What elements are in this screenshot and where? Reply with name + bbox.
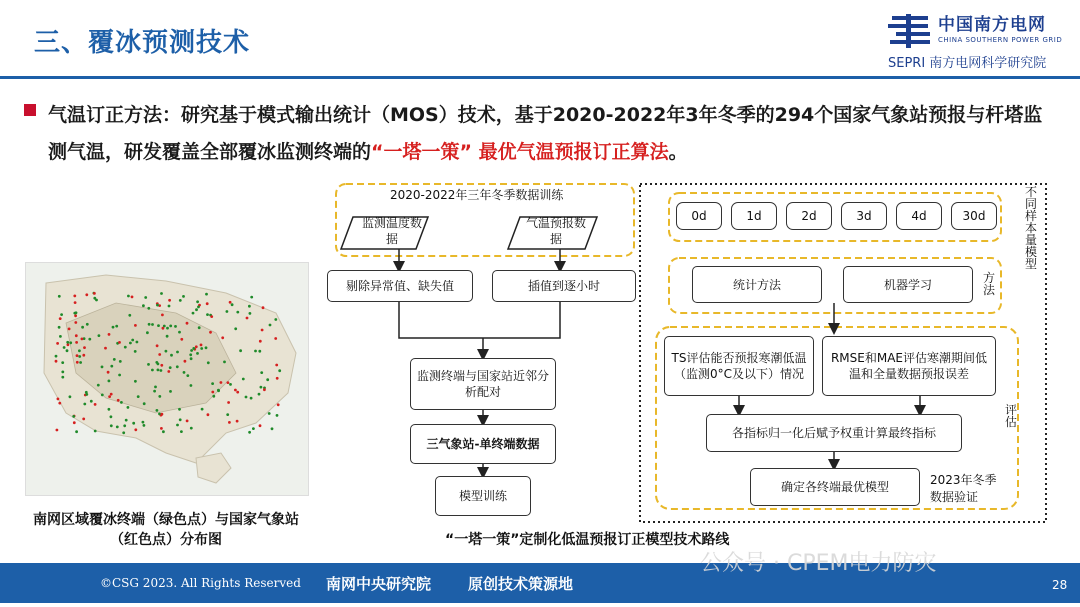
footer-copyright: ©CSG 2023. All Rights Reserved: [100, 576, 301, 590]
logo-sepri-text: SEPRI 南方电网科学研究院: [888, 56, 1047, 71]
eval-best-model: 确定各终端最优模型: [750, 468, 920, 506]
eval-ts: TS评估能否预报寒潮低温（监测0°C及以下）情况: [664, 336, 814, 396]
verify-note: 2023年冬季数据验证: [930, 473, 997, 504]
footer-slogan: 原创技术策源地: [468, 575, 574, 593]
input-forecast-label: 气温预报数据: [526, 216, 587, 246]
method-statistics: 统计方法: [692, 266, 822, 303]
logo-en-text: CHINA SOUTHERN POWER GRID: [938, 36, 1063, 44]
intro-text: 气温订正方法：研究基于模式输出统计（MOS）技术，基于2020-2022年3年冬季的294个国家气象站预报与杆塔监测气温，研发覆盖全部覆冰监测终端的: [48, 104, 1043, 163]
method-machine-learning: 机器学习: [843, 266, 973, 303]
section-title: 三、覆冰预测技术: [34, 28, 251, 58]
eval-normalize: 各指标归一化后赋予权重计算最终指标: [706, 414, 962, 452]
sample-2d: 2d: [786, 202, 832, 230]
eval-rmse-mae: RMSE和MAE评估寒潮期间低温和全量数据预报误差: [822, 336, 996, 396]
training-group-label: 2020-2022年三年冬季数据训练: [390, 188, 564, 202]
sample-3d: 3d: [841, 202, 887, 230]
sample-4d: 4d: [896, 202, 942, 230]
method-side-label: 方法: [982, 271, 995, 297]
sample-30d: 30d: [951, 202, 997, 230]
sample-1d: 1d: [731, 202, 777, 230]
step-remove-outliers: 剔除异常值、缺失值: [327, 270, 473, 302]
samples-side-label: 不同样本量模型: [1024, 185, 1037, 271]
logo-cn-text: 中国南方电网: [938, 15, 1046, 35]
step-pair-stations: 监测终端与国家站近邻分析配对: [410, 358, 556, 410]
flow-caption: “一塔一策”定制化低温预报订正模型技术路线: [445, 532, 730, 548]
step-station-data: 三气象站-单终端数据: [410, 424, 556, 464]
step-model-training: 模型训练: [435, 476, 531, 516]
page-number: 28: [1052, 578, 1068, 592]
map-caption: 南网区域覆冰终端（绿色点）与国家气象站（红色点）分布图: [33, 512, 299, 548]
sample-0d: 0d: [676, 202, 722, 230]
eval-side-label: 评估: [1004, 403, 1017, 429]
intro-highlight: “一塔一策” 最优气温预报订正算法: [371, 141, 669, 163]
input-monitor-label: 监测温度数据: [362, 216, 423, 246]
watermark-text: 公众号 · CPEM电力防灾: [700, 551, 937, 576]
intro-end: 。: [668, 141, 688, 163]
step-interpolate: 插值到逐小时: [492, 270, 636, 302]
footer-unit: 南网中央研究院: [326, 575, 432, 593]
